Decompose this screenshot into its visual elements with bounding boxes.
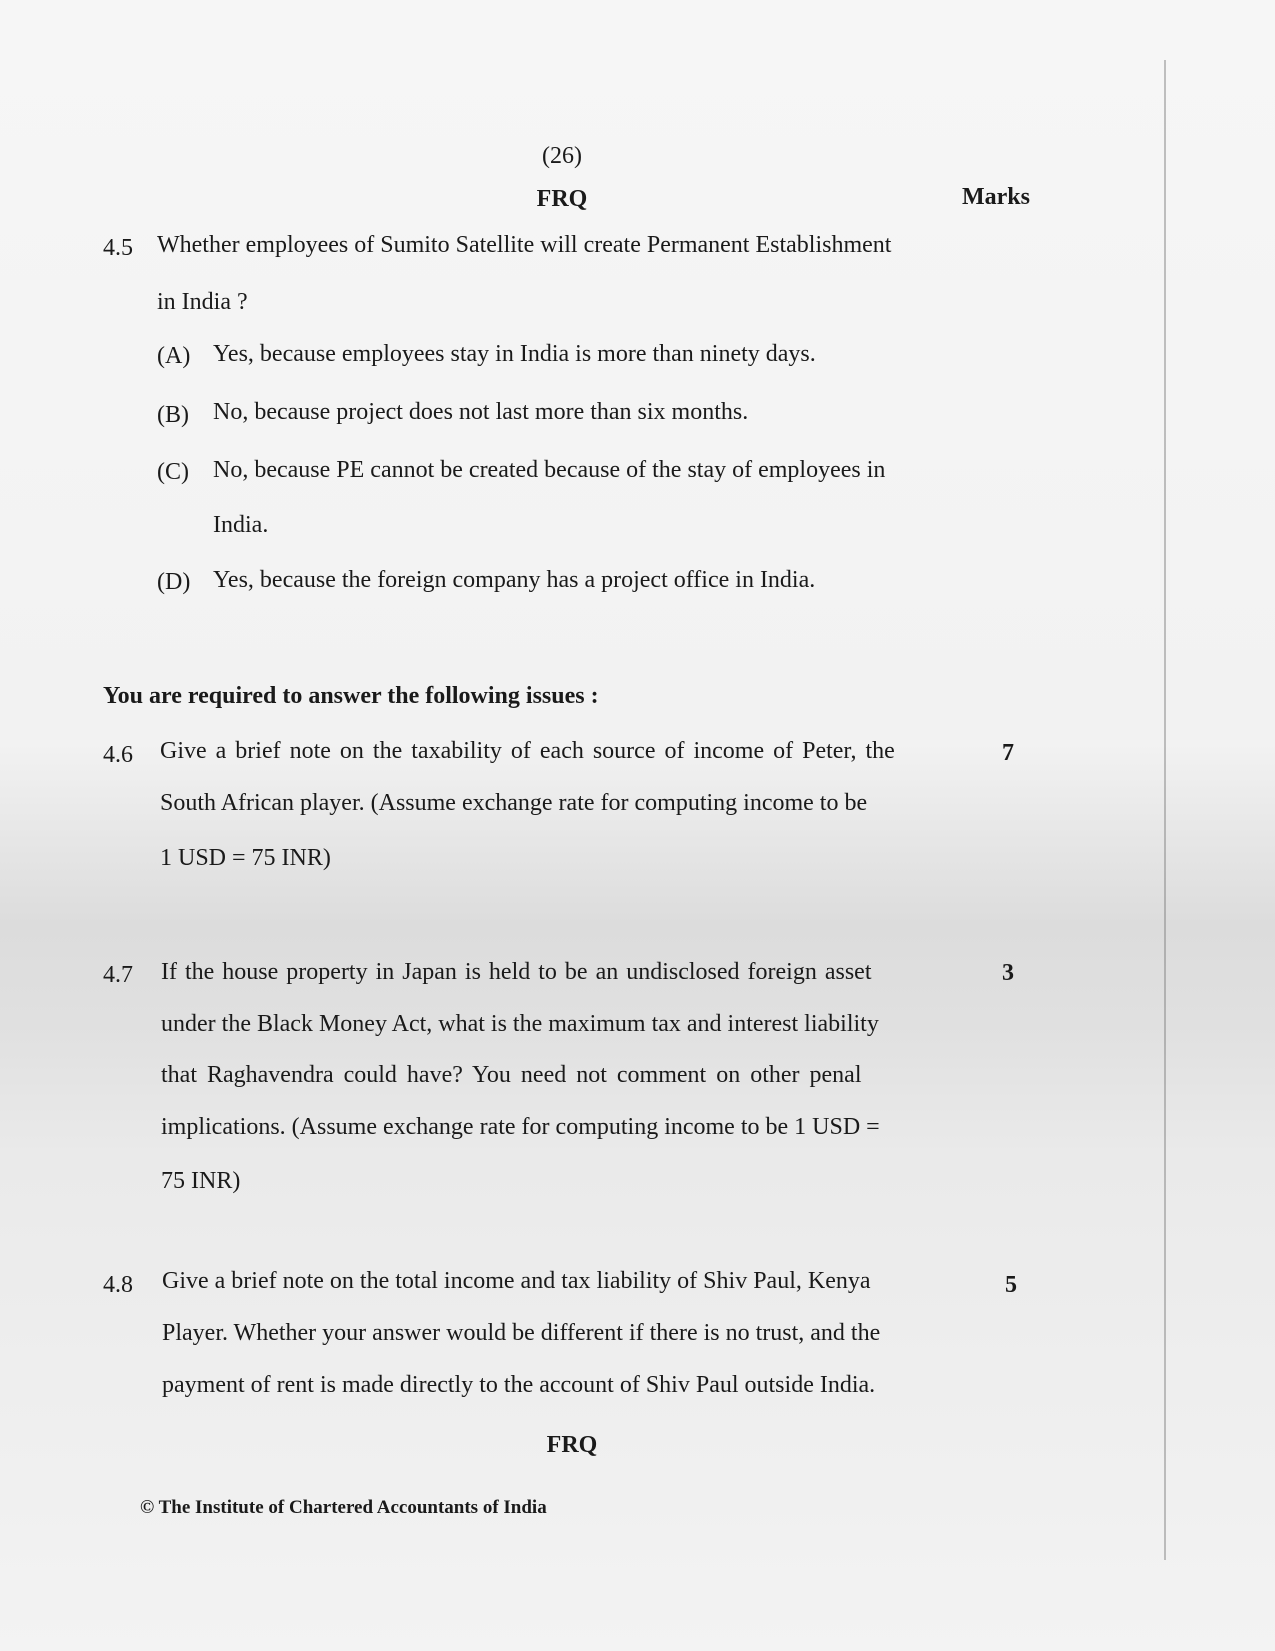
page-number: (26)	[542, 143, 582, 169]
question-text: Give a brief note on the total income and tax liability of Shiv Paul, Kenya	[162, 1268, 871, 1294]
series-code: FRQ	[536, 186, 588, 212]
question-text: South African player. (Assume exchange rate for computing income to be	[160, 790, 868, 816]
question-number: 4.6	[103, 742, 133, 768]
question-marks: 3	[1002, 960, 1014, 986]
question-marks: 7	[1002, 740, 1014, 766]
option-text: No, because project does not last more than six months.	[213, 399, 749, 425]
footer-series-code: FRQ	[546, 1432, 598, 1458]
question-text: 1 USD = 75 INR)	[160, 845, 331, 871]
question-text: implications. (Assume exchange rate for computing income to be 1 USD =	[161, 1114, 880, 1140]
question-marks: 5	[1005, 1272, 1017, 1298]
question-text: Player. Whether your answer would be different if there is no trust, and the	[162, 1320, 881, 1346]
question-number: 4.5	[103, 235, 133, 261]
option-text: Yes, because employees stay in India is more than ninety days.	[213, 341, 816, 367]
option-key: (A)	[157, 343, 191, 369]
option-key: (B)	[157, 402, 189, 428]
question-text: Whether employees of Sumito Satellite will create Permanent Establishment	[157, 232, 892, 258]
option-text: Yes, because the foreign company has a project office in India.	[213, 567, 816, 593]
question-text: that Raghavendra could have? You need not comment on other penal	[161, 1062, 862, 1088]
question-number: 4.8	[103, 1272, 133, 1298]
question-text: If the house property in Japan is held to be an undisclosed foreign asset	[161, 959, 872, 985]
question-text: Give a brief note on the taxability of each source of income of Peter, the	[160, 738, 895, 764]
copyright-notice: © The Institute of Chartered Accountants of India	[140, 1497, 547, 1518]
marks-heading: Marks	[962, 184, 1030, 210]
question-text: payment of rent is made directly to the account of Shiv Paul outside India.	[162, 1372, 876, 1398]
question-number: 4.7	[103, 962, 133, 988]
option-key: (C)	[157, 459, 189, 485]
question-text: under the Black Money Act, what is the maximum tax and interest liability	[161, 1011, 879, 1037]
option-text: No, because PE cannot be created because of the stay of employees in	[213, 457, 886, 483]
question-text: in India ?	[157, 289, 248, 315]
option-key: (D)	[157, 569, 191, 595]
section-heading: You are required to answer the following issues :	[103, 683, 599, 709]
question-text: 75 INR)	[161, 1168, 241, 1194]
page-edge-divider	[1164, 60, 1166, 1560]
option-text: India.	[213, 512, 269, 538]
